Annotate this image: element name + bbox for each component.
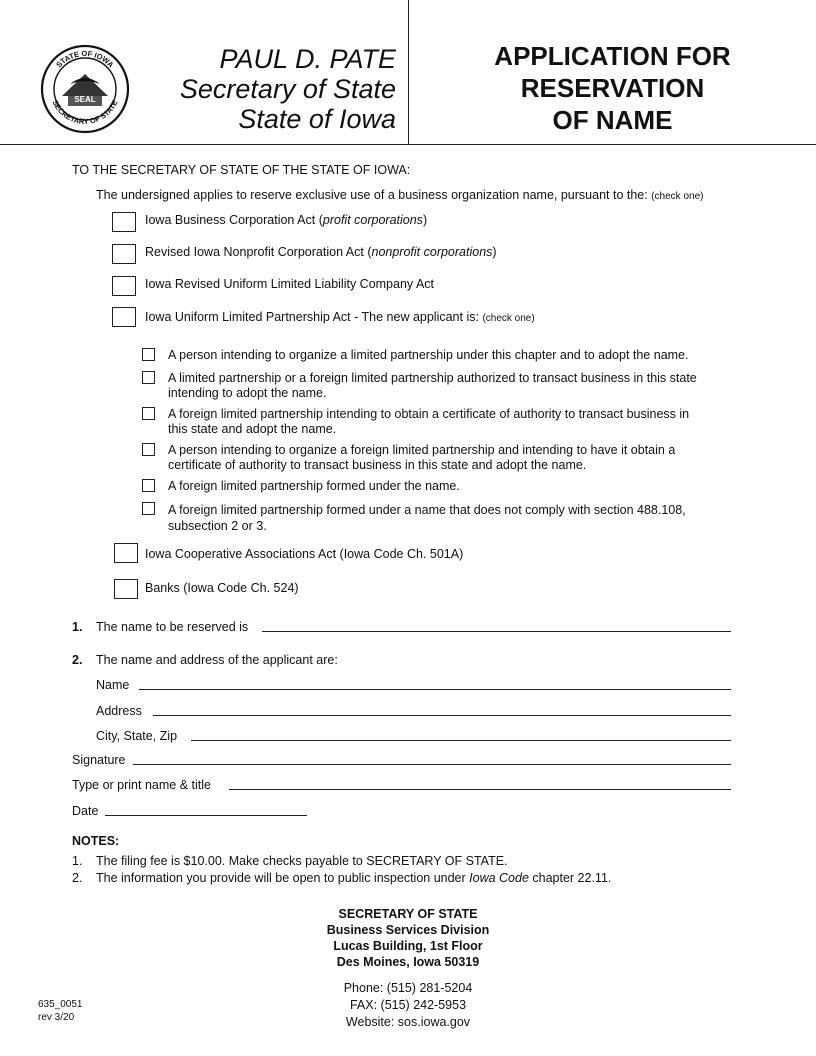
item1-label: The name to be reserved is xyxy=(96,620,249,634)
signature-field[interactable] xyxy=(133,764,731,765)
header-divider-vertical xyxy=(408,0,409,144)
seal-center-text: SEAL xyxy=(74,95,96,104)
address-field[interactable] xyxy=(153,715,731,716)
form-number: 635_0051 xyxy=(38,999,83,1010)
note-2-text: The information you provide will be open to public inspection under xyxy=(96,871,470,885)
lp-option-1-line1: A person intending to organize a limited partnership under this chapter and to adopt the name. xyxy=(168,348,689,362)
state-seal-icon xyxy=(40,44,130,134)
lp-option-4-line2: certificate of authority to transact business in this state and adopt the name. xyxy=(168,458,587,472)
form-title-line3: OF NAME xyxy=(552,105,673,135)
note-1: The filing fee is $10.00. Make checks payable to SECRETARY OF STATE. xyxy=(96,854,508,868)
form-number-block xyxy=(38,998,83,1024)
lp-option-checkbox-6[interactable] xyxy=(142,502,155,515)
print-name-field[interactable] xyxy=(229,789,731,790)
secretary-name: PAUL D. PATE xyxy=(219,44,396,74)
form-revision: rev 3/20 xyxy=(38,1012,75,1023)
lp-option-checkbox-2[interactable] xyxy=(142,371,155,384)
lp-option-checkbox-1[interactable] xyxy=(142,348,155,361)
footer-contact xyxy=(0,980,816,1031)
secretary-name-block xyxy=(180,44,396,134)
city-field[interactable] xyxy=(191,740,731,741)
note-2-number: 2. xyxy=(72,871,83,885)
nonprofit-em: nonprofit corporations xyxy=(371,245,493,259)
business-corp-em: profit corporations xyxy=(322,213,423,227)
reserved-name-field[interactable] xyxy=(262,631,731,632)
form-title-line2: RESERVATION xyxy=(520,73,705,103)
footer-fax: FAX: (515) 242-5953 xyxy=(349,998,467,1012)
lp-option-checkbox-4[interactable] xyxy=(142,443,155,456)
signature-label: Signature xyxy=(72,753,126,767)
footer-city: Des Moines, Iowa 50319 xyxy=(336,955,480,969)
label-coop: Iowa Cooperative Associations Act (Iowa Code Ch. 501A) xyxy=(145,547,464,561)
check-one-note: (check one) xyxy=(651,191,704,202)
notes-heading: NOTES: xyxy=(72,834,120,848)
date-field[interactable] xyxy=(105,815,307,816)
lp-option-2 xyxy=(168,371,697,401)
item1-number: 1. xyxy=(72,620,83,634)
lp-option-1 xyxy=(168,348,688,363)
lp-option-6-line1: A foreign limited partnership formed under a name that does not comply with section 488.108, xyxy=(168,503,686,517)
lp-option-4-line1: A person intending to organize a foreign limited partnership and intending to have it obtain a xyxy=(168,443,676,457)
footer-phone: Phone: (515) 281-5204 xyxy=(343,981,473,995)
city-label: City, State, Zip xyxy=(96,729,178,743)
form-title-line1: APPLICATION FOR xyxy=(494,41,731,71)
note-1-number: 1. xyxy=(72,854,83,868)
footer-address xyxy=(0,906,816,970)
note-2-em: Iowa Code xyxy=(469,871,529,885)
label-llc: Iowa Revised Uniform Limited Liability Company Act xyxy=(145,277,435,291)
lp-text: Iowa Uniform Limited Partnership Act - The new applicant is: xyxy=(145,310,479,324)
checkbox-coop[interactable] xyxy=(114,543,138,563)
lp-option-2-line1: A limited partnership or a foreign limited partnership authorized to transact business in this state xyxy=(168,371,697,385)
intro-statement xyxy=(96,188,703,202)
lp-option-6-line2: subsection 2 or 3. xyxy=(168,519,267,533)
print-name-label: Type or print name & title xyxy=(72,778,211,792)
label-lp xyxy=(145,310,535,324)
state-name: State of Iowa xyxy=(238,104,396,134)
lp-option-3-line2: this state and adopt the name. xyxy=(168,422,337,436)
address-label: Address xyxy=(96,704,142,718)
form-title xyxy=(470,40,755,136)
addressee: TO THE SECRETARY OF STATE OF THE STATE OF IOWA: xyxy=(72,163,411,177)
lp-option-6 xyxy=(168,502,686,534)
lp-option-5-line1: A foreign limited partnership formed under the name. xyxy=(168,479,460,493)
lp-option-4 xyxy=(168,443,675,473)
lp-check-one-note: (check one) xyxy=(482,313,535,324)
lp-option-checkbox-5[interactable] xyxy=(142,479,155,492)
item2-number: 2. xyxy=(72,653,83,667)
note-2 xyxy=(96,871,611,885)
lp-option-3-line1: A foreign limited partnership intending to obtain a certificate of authority to transact business in xyxy=(168,407,690,421)
item2-label: The name and address of the applicant are: xyxy=(96,653,338,667)
lp-option-2-line2: intending to adopt the name. xyxy=(168,386,327,400)
label-nonprofit: Revised Iowa Nonprofit Corporation Act (nonprofit corporations) xyxy=(145,245,497,259)
lp-option-checkbox-3[interactable] xyxy=(142,407,155,420)
checkbox-business-corp[interactable] xyxy=(112,212,136,232)
secretary-title: Secretary of State xyxy=(179,74,396,104)
footer-division: Business Services Division xyxy=(326,923,490,937)
lp-option-3 xyxy=(168,407,689,437)
footer-building: Lucas Building, 1st Floor xyxy=(333,939,483,953)
business-corp-text: Iowa Business Corporation Act ( xyxy=(145,213,323,227)
seal-top-text: STATE OF IOWA xyxy=(54,48,116,70)
name-label: Name xyxy=(96,678,130,692)
checkbox-lp[interactable] xyxy=(112,307,136,327)
nonprofit-text: Revised Iowa Nonprofit Corporation Act ( xyxy=(145,245,372,259)
seal-bottom-text: SECRETARY OF STATE xyxy=(50,98,120,127)
label-banks: Banks (Iowa Code Ch. 524) xyxy=(145,581,299,595)
date-label: Date xyxy=(72,804,99,818)
lp-option-5 xyxy=(168,479,460,494)
checkbox-banks[interactable] xyxy=(114,579,138,599)
footer-office: SECRETARY OF STATE xyxy=(338,907,478,921)
header-divider xyxy=(0,144,816,145)
footer-website[interactable]: Website: sos.iowa.gov xyxy=(345,1015,471,1029)
label-business-corp: Iowa Business Corporation Act (profit corporations) xyxy=(145,213,428,227)
checkbox-nonprofit[interactable] xyxy=(112,244,136,264)
name-field[interactable] xyxy=(139,689,731,690)
intro-statement-text: The undersigned applies to reserve exclusive use of a business organization name, pursuant to the: xyxy=(96,188,648,202)
checkbox-llc[interactable] xyxy=(112,276,136,296)
note-2-text-end: chapter 22.11. xyxy=(528,871,612,885)
